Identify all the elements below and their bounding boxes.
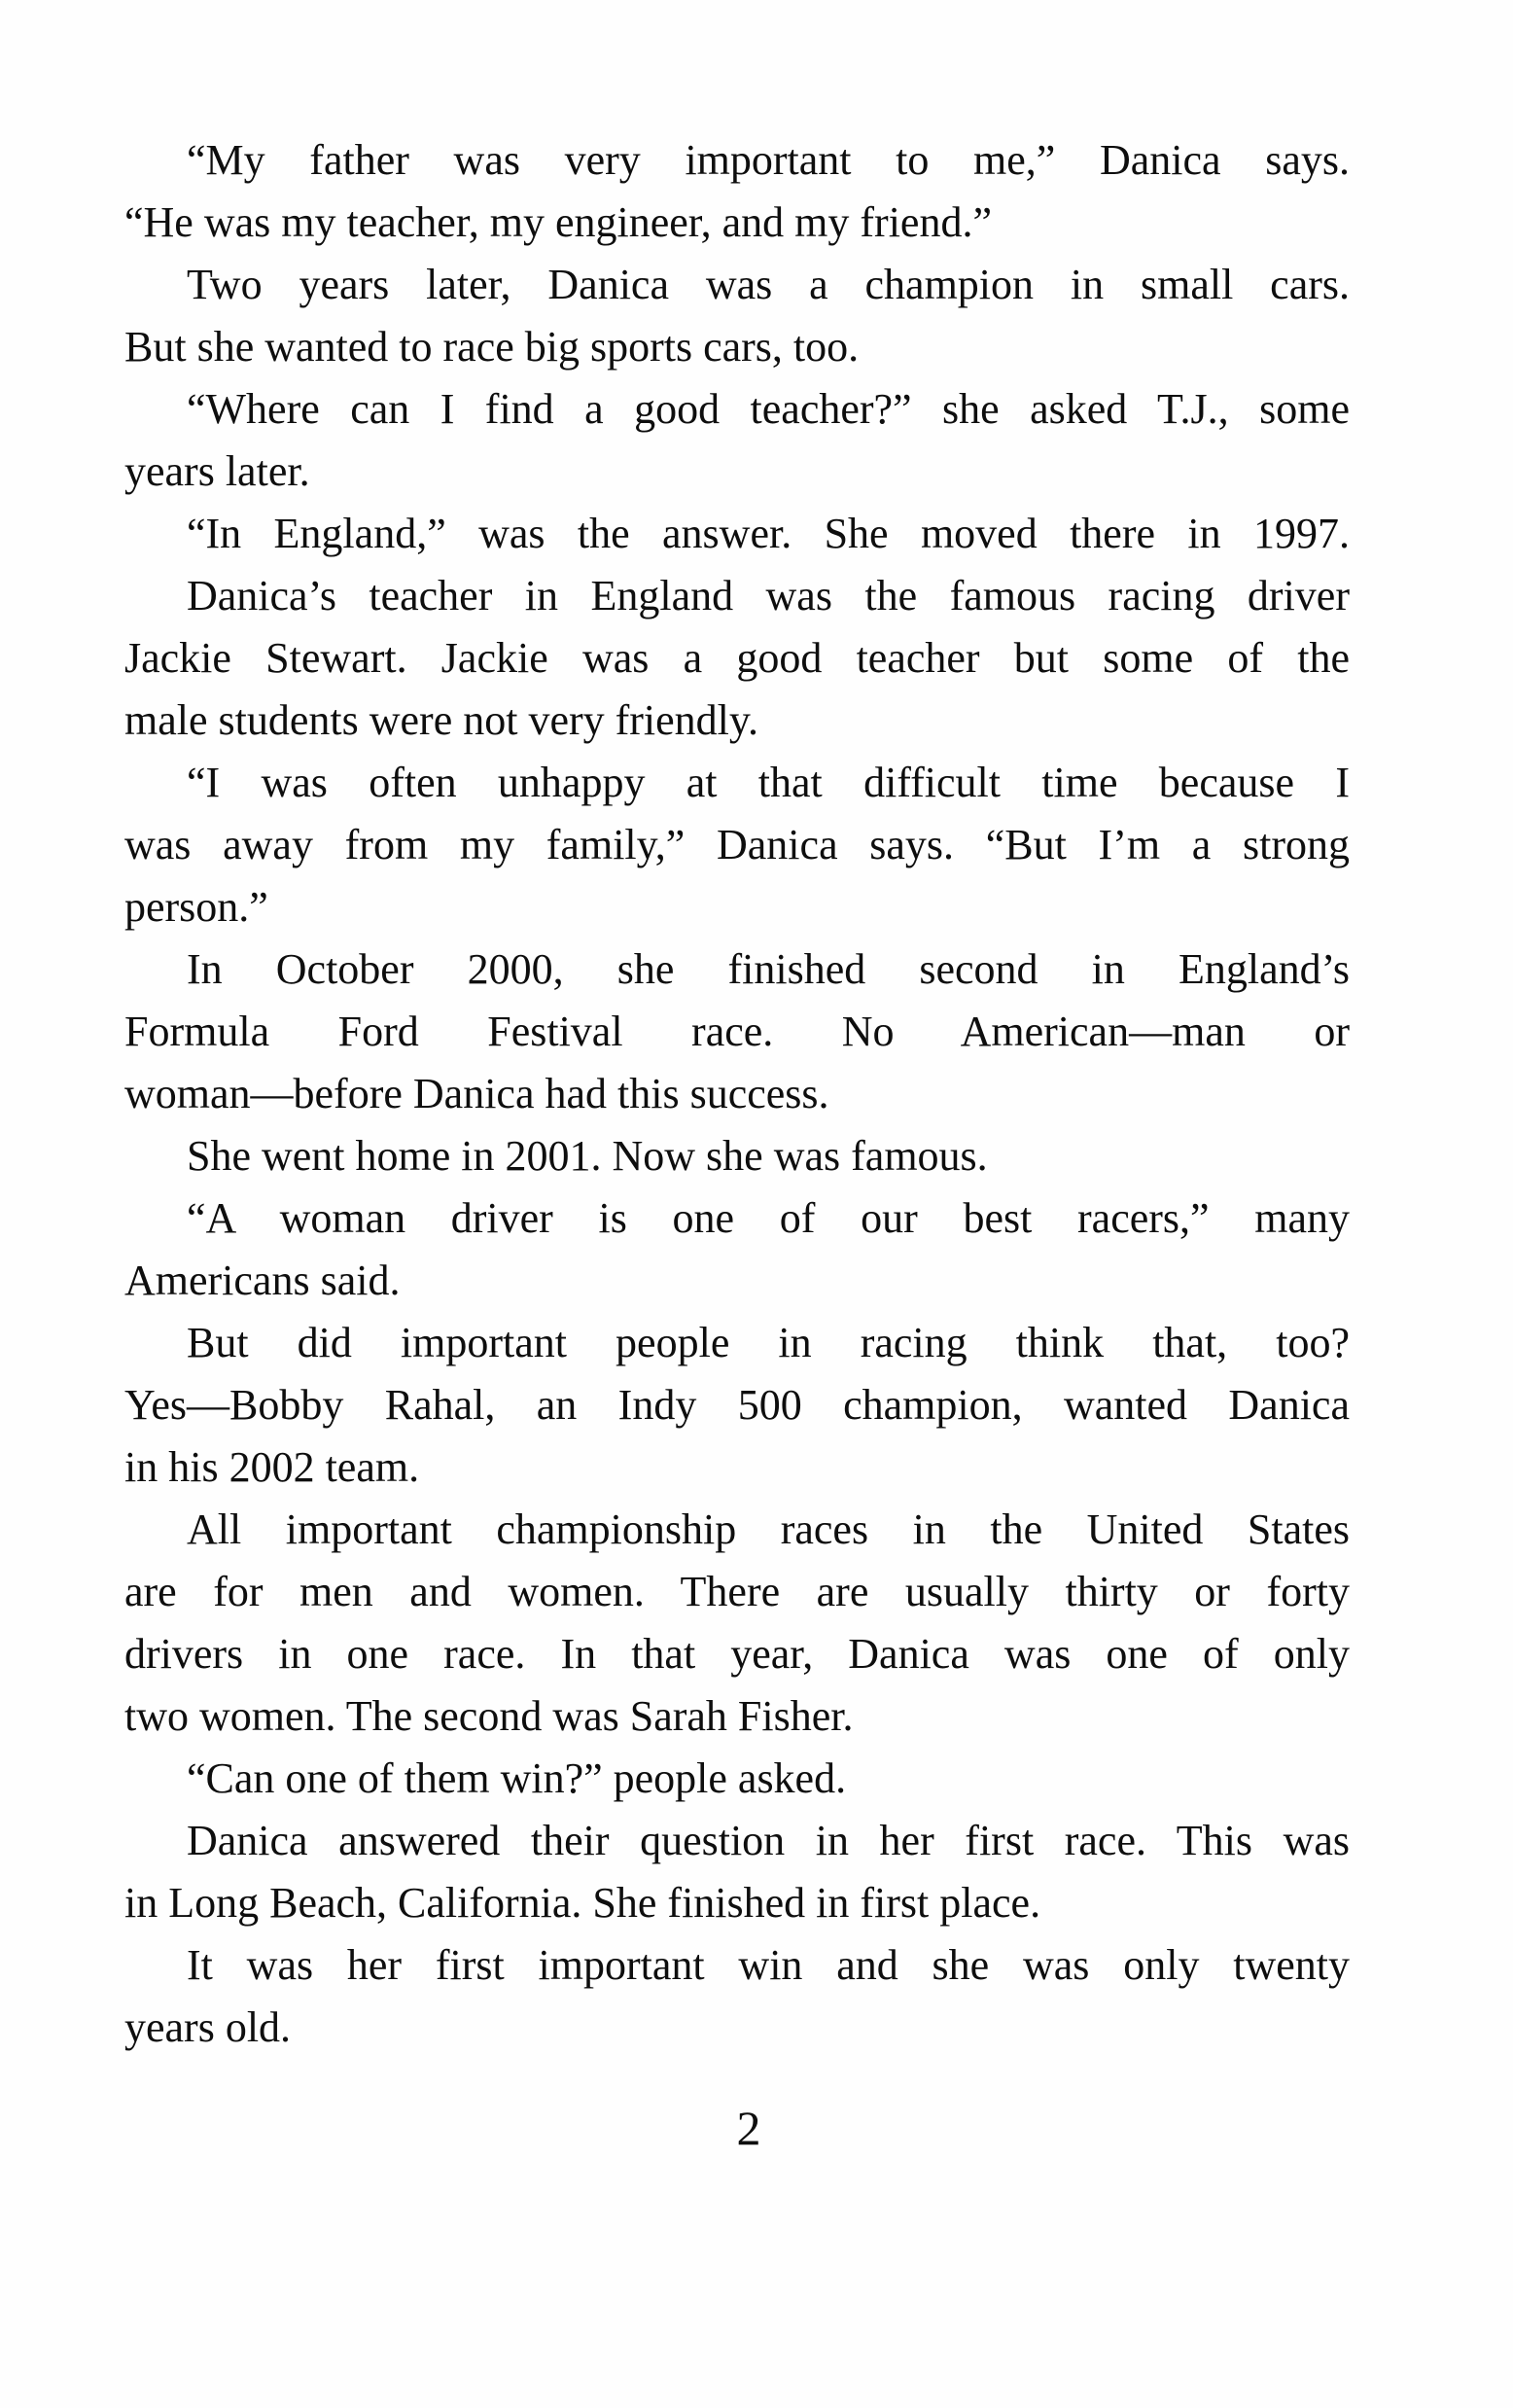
text-line: person.” xyxy=(124,883,268,931)
text-line: “Where can I find a good teacher?” she asked T.J., some xyxy=(187,385,1350,433)
text-line: two women. The second was Sarah Fisher. xyxy=(124,1692,854,1740)
text-line: She went home in 2001. Now she was famous. xyxy=(187,1132,988,1180)
text-line: years later. xyxy=(124,447,310,495)
text-line: in his 2002 team. xyxy=(124,1443,420,1491)
text-line: “He was my teacher, my engineer, and my friend.” xyxy=(124,198,992,246)
page-number: 2 xyxy=(736,2101,761,2155)
text-line: In October 2000, she finished second in England’s xyxy=(187,945,1350,993)
text-line: But did important people in racing think that, too? xyxy=(187,1319,1350,1366)
text-line: Americans said. xyxy=(124,1257,401,1304)
text-line: Yes—Bobby Rahal, an Indy 500 champion, wanted Danica xyxy=(124,1381,1350,1429)
text-line: “I was often unhappy at that difficult time because I xyxy=(187,759,1350,806)
text-line: “My father was very important to me,” Danica says. xyxy=(187,136,1350,184)
text-line: Two years later, Danica was a champion in small cars. xyxy=(187,261,1350,308)
text-line: Danica’s teacher in England was the famous racing driver xyxy=(187,572,1350,620)
text-line: male students were not very friendly. xyxy=(124,696,759,744)
text-line: drivers in one race. In that year, Danica was one of only xyxy=(124,1630,1350,1678)
text-line: But she wanted to race big sports cars, too. xyxy=(124,323,860,371)
text-line: was away from my family,” Danica says. “But I’m a strong xyxy=(124,821,1350,868)
text-line: It was her first important win and she was only twenty xyxy=(187,1941,1350,1989)
text-line: All important championship races in the United States xyxy=(187,1505,1350,1553)
text-line: are for men and women. There are usually thirty or forty xyxy=(124,1568,1350,1615)
text-line: “Can one of them win?” people asked. xyxy=(187,1754,847,1802)
text-line: years old. xyxy=(124,2003,292,2051)
text-line: Jackie Stewart. Jackie was a good teacher but some of the xyxy=(124,634,1350,682)
text-line: Danica answered their question in her first race. This was xyxy=(187,1817,1350,1864)
text-line: woman—before Danica had this success. xyxy=(124,1070,829,1117)
text-line: in Long Beach, California. She finished in first place. xyxy=(124,1879,1041,1927)
text-line: “A woman driver is one of our best racers,” many xyxy=(187,1194,1350,1242)
page-text-block xyxy=(124,129,1350,2059)
text-line: “In England,” was the answer. She moved there in 1997. xyxy=(187,510,1350,557)
text-line: Formula Ford Festival race. No American—man or xyxy=(124,1008,1350,1055)
